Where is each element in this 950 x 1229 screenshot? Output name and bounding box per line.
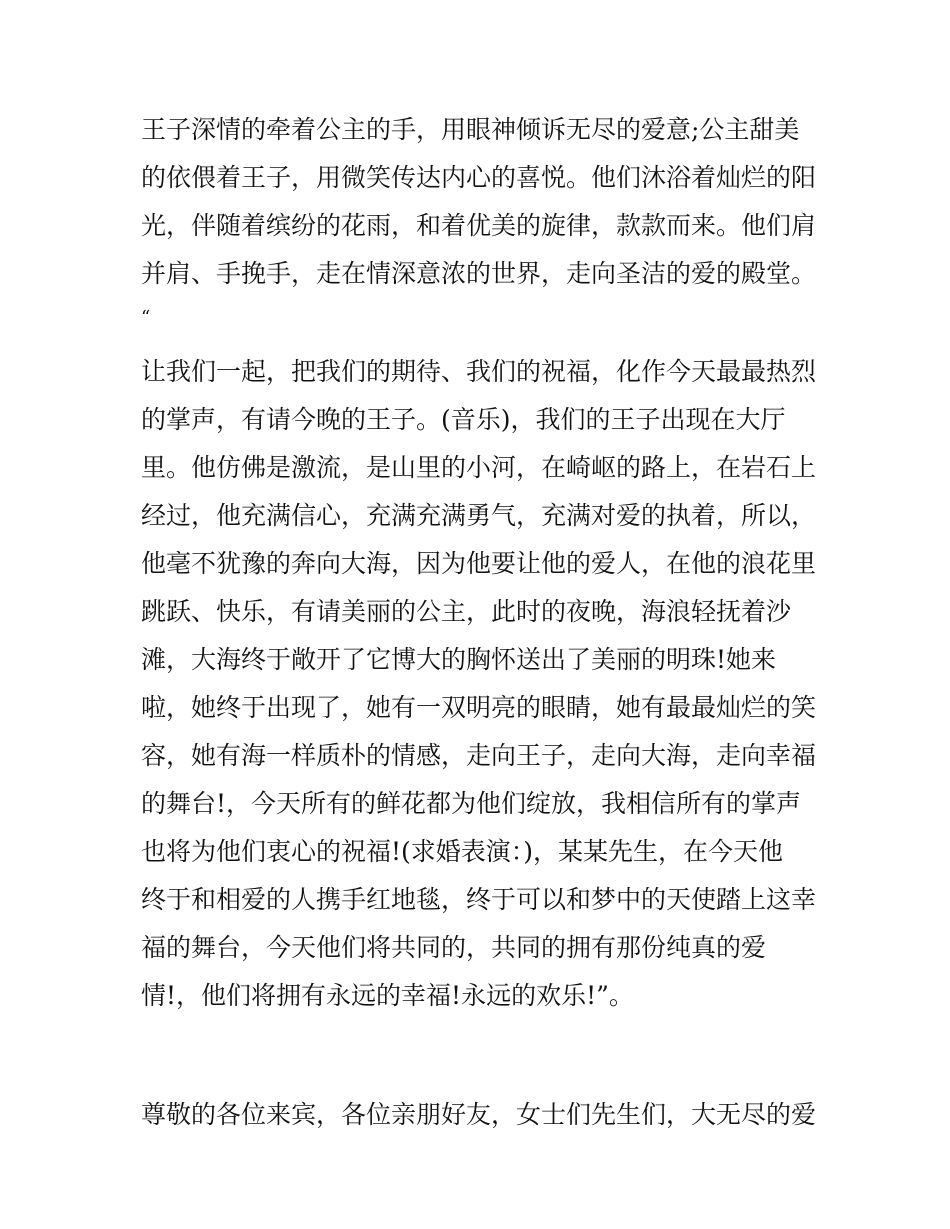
text-line: 王子深情的牵着公主的手，用眼神倾诉无尽的爱意;公主甜美 <box>141 115 800 144</box>
text-line: 他毫不犹豫的奔向大海，因为他要让他的爱人，在他的浪花里 <box>141 549 817 578</box>
text-line: 终于和相爱的人携手红地毯，终于可以和梦中的天使踏上这幸 <box>141 885 817 914</box>
text-line: 让我们一起，把我们的期待、我们的祝福，化作今天最最热烈 <box>141 357 817 386</box>
quote-mark-text: “ <box>141 307 151 328</box>
paragraph-prince-princess <box>141 106 821 298</box>
text-line: 的依偎着王子，用微笑传达内心的喜悦。他们沐浴着灿烂的阳 <box>141 163 817 192</box>
text-line: 的舞台!，今天所有的鲜花都为他们绽放，我相信所有的掌声 <box>141 789 802 818</box>
paragraph-greeting <box>141 1091 821 1139</box>
text-line: 福的舞台，今天他们将共同的，共同的拥有那份纯真的爱 <box>141 933 767 962</box>
opening-quote-mark <box>141 306 821 330</box>
text-line: 容，她有海一样质朴的情感，走向王子，走向大海，走向幸福 <box>141 741 817 770</box>
text-line: 里。他仿佛是激流，是山里的小河，在崎岖的路上，在岩石上 <box>141 453 817 482</box>
paragraph-introduction <box>141 348 821 1020</box>
text-line: 光，伴随着缤纷的花雨，和着优美的旋律，款款而来。他们肩 <box>141 211 817 240</box>
text-line: 啦，她终于出现了，她有一双明亮的眼睛，她有最最灿烂的笑 <box>141 693 817 722</box>
text-line: 跳跃、快乐，有请美丽的公主，此时的夜晚，海浪轻抚着沙 <box>141 597 792 626</box>
text-line: 经过，他充满信心，充满充满勇气，充满对爱的执着，所以， <box>141 501 817 530</box>
text-line: 滩，大海终于敞开了它博大的胸怀送出了美丽的明珠!她来 <box>141 645 777 674</box>
text-line: 也将为他们衷心的祝福!(求婚表演：)，某某先生，在今天他 <box>141 837 784 866</box>
text-line: 的掌声，有请今晚的王子。(音乐)，我们的王子出现在大厅 <box>141 405 786 434</box>
text-line: 尊敬的各位来宾，各位亲朋好友，女士们先生们，大无尽的爱 <box>141 1100 817 1129</box>
text-line: 情!，他们将拥有永远的幸福!永远的欢乐!”。 <box>141 981 634 1010</box>
text-line: 并肩、手挽手，走在情深意浓的世界，走向圣洁的爱的殿堂。 <box>141 259 817 288</box>
